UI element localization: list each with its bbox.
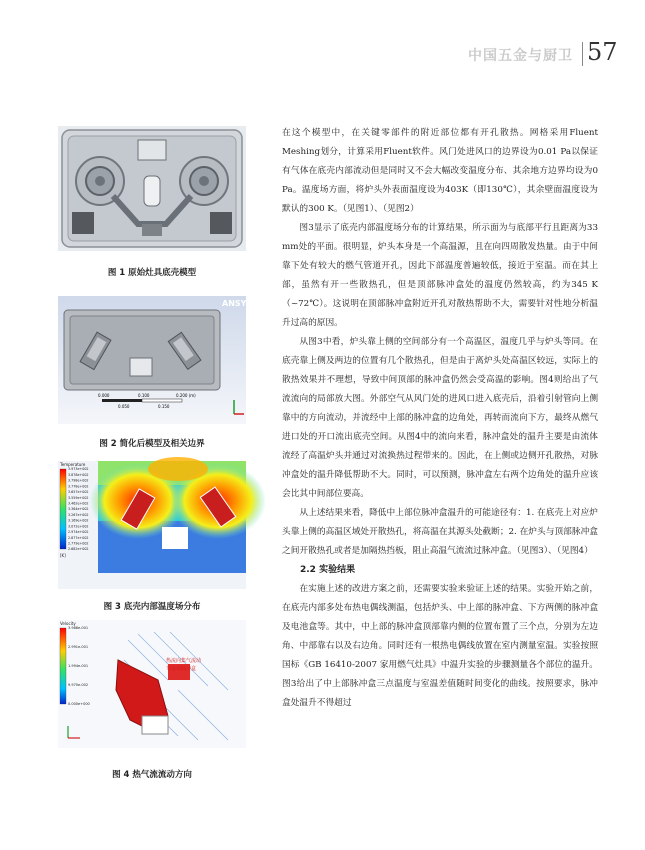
scale-label-2: 0.200 (m) [176,393,196,398]
legend-value: 3.878e+002 [68,472,89,477]
page-number: 57 [587,38,618,66]
paragraph-5: 在实施上述的改进方案之前，还需要实验来验证上述的结果。实验开始之前，在底壳内部多处布热电偶线测温，包括炉头、中上部的脉冲盒、下方两侧的脉冲盒及电池盒等。其中，中上部的脉冲盒顶部靠内侧的位置布置了三个点，分别为左边角、中部靠右以及右边角。同时还有一根热电偶线放置在室内测量室温。实验按照国标《GB 16410-2007 家用燃气灶具》中温升实验的步骤测量各个部位的温升。图3给出了中上部脉冲盒三点温度与室温差值随时间变化的曲线。按照要求，脉冲盒处温升不得超过 [282,584,598,708]
scale-label-1: 0.100 [138,393,150,398]
figure-1-image [58,126,246,251]
paragraph-1: 在这个模型中，在关键零部件的附近部位都有开孔散热。网格采用Fluent Meshing划分，计算采用Fluent软件。风门处进风口的边界设为0.01 Pa以保证有气体在底壳内部流动但是同时又不会大幅改变温度分布、其余地方边界均设为0 Pa。温度场方面，将炉头外表面温度设为403K（即130℃），其余壁面温度设为默认的300 K。（见图1）、（见图2） [282,128,598,214]
legend-value: 3.462e+002 [68,501,89,506]
legend-value: 3.072e+002 [68,524,89,529]
legend-value: 3.973e+002 [68,467,89,472]
figure-3-caption: 图 3 底壳内部温度场分布 [103,602,201,612]
ansys-logo: ANSYS [222,299,253,308]
legend-value: 3.559e+002 [68,495,89,500]
annotation-line-2: 导流到脉冲盒 [166,666,197,672]
legend-value: 2.991e-001 [68,645,89,650]
journal-brand: 中国五金与厨卫 [468,48,573,64]
figure-4-caption: 图 4 热气流流动方向 [112,770,192,780]
figure-4-image [58,620,246,748]
figure-2-caption: 图 2 简化后模型及相关边界 [99,439,205,449]
legend-value: 3.267e+002 [68,512,89,517]
legend-value: 3.364e+002 [68,507,89,512]
scale-label-3: 0.050 [118,404,130,409]
scale-label-4: 0.150 [158,404,170,409]
legend-value: 2.974e+002 [68,530,89,535]
annotation-line-1: 热流向集气流动 [166,658,202,664]
figure-3-image [58,461,246,589]
legend-value: 0.000e+000 [68,702,90,707]
legend-value: 1.994e-001 [68,664,89,669]
scale-label-0: 0.000 [98,393,110,398]
legend-value: 2.779e+002 [68,541,89,546]
legend-value: 2.877e+002 [68,535,89,540]
legend-title: Velocity [60,621,76,626]
legend-value: 3.778e+002 [68,484,89,489]
legend-value: 2.682e+002 [68,547,89,552]
paragraph-4: 从上述结果来看，降低中上部位脉冲盒温升的可能途径有：1. 在底壳上对应炉头靠上侧的高温区域处开散热孔，将高温在其源头处截断；2. 在炉头与顶部脉冲盒之间开散热孔或者是加隔热挡板，阻止高温气流流过脉冲盒。（见图3）、（见图4） [282,508,598,556]
paragraph-2: 图3显示了底壳内部温度场分布的计算结果，所示面为与底部平行且距离为33 mm处的平面。很明显，炉头本身是一个高温源，且在向四周散发热量。由于中间靠下处有较大的燃气管道开孔，因此下部温度普遍较低，接近于室温。而在其上部，虽然有开一些散热孔，但是顶部脉冲盒处的温度仍然较高，约为345 K（~72℃）。这说明在顶部脉冲盒附近开孔对散热帮助不大，需要针对性地分析温升过高的原因。 [282,223,598,328]
figure-2-image [58,296,253,424]
legend-value: 3.798e+002 [68,478,89,483]
legend-value: 9.970e-002 [68,683,89,688]
header-divider [582,42,583,66]
legend-value: 3.169e+002 [68,518,89,523]
paragraph-3: 从图3中看，炉头靠上侧的空间部分有一个高温区，温度几乎与炉头等同。在底壳靠上侧及两边的位置有几个散热孔，但是由于离炉头处高温区较远，实际上的散热效果并不理想，导致中间顶部的脉冲盒仍然会受高温的影响。图4则给出了气流流向的局部放大图。外部空气从风门处的进风口进入底壳后，沿着引射管向上侧靠中的方向流动，并流经中上部的脉冲盒的边角处，再转而流向下方，最终从燃气进口处的开口流出底壳空间。从图4中的流向来看，脉冲盒处的温升主要是由流体流经了高温炉头并通过对流换热过程带来的。因此，在上侧或边侧开孔散热，对脉冲盒处的温升降低帮助不大。同时，可以预测，脉冲盒左右两个边角处的温升应该会比其中间部位要高。 [282,337,598,499]
legend-title: Temperature [60,462,86,467]
legend-unit: [K] [60,553,66,558]
figure-1-caption: 图 1 原始灶具底壳模型 [107,268,197,278]
section-heading: 2.2 实验结果 [300,565,356,575]
article-body [282,124,598,713]
legend-value: 3.988e-001 [68,626,89,631]
legend-value: 3.657e+002 [68,490,89,495]
